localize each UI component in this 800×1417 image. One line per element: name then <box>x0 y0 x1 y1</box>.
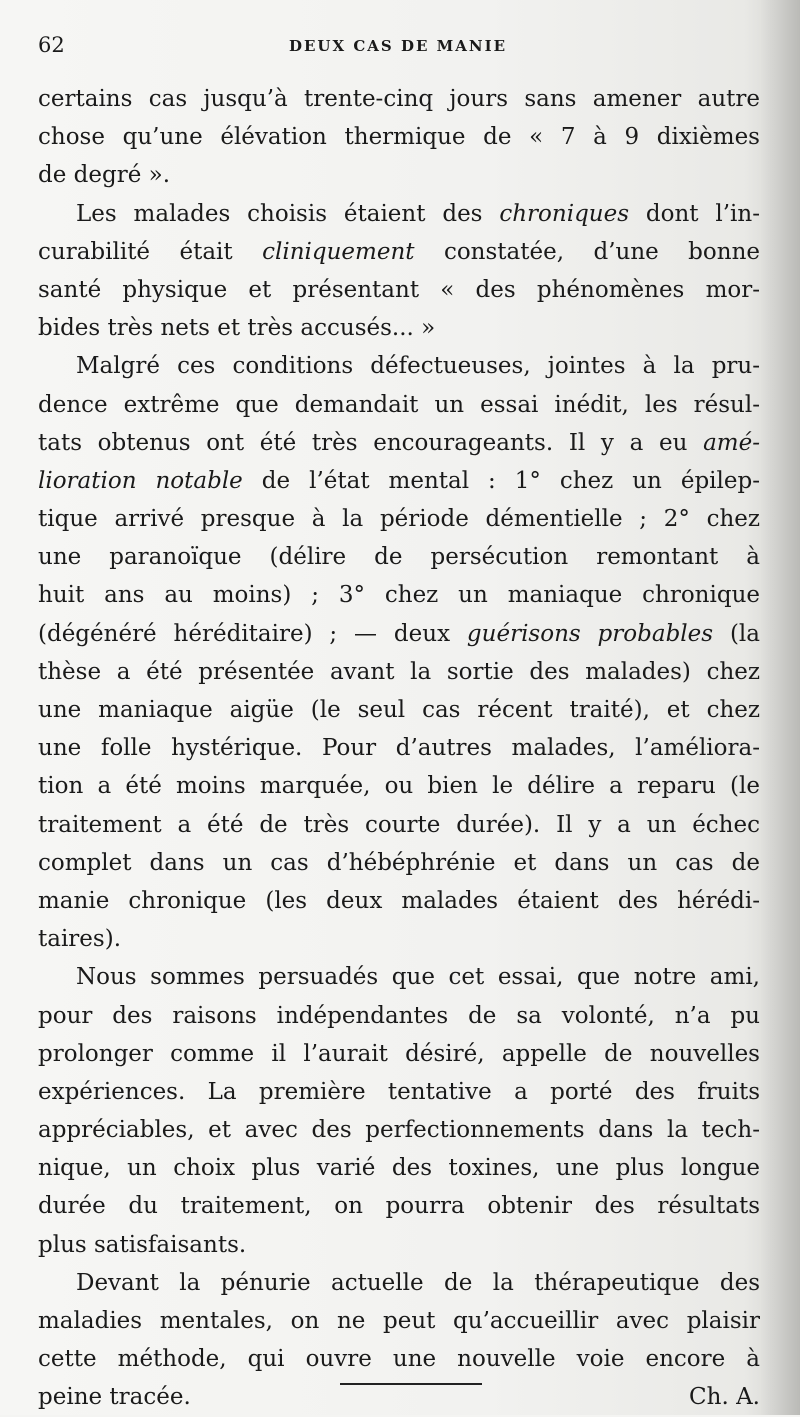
text-segment: (dégénéré héréditaire) ; — deux <box>38 620 467 647</box>
closing-rule <box>340 1383 482 1385</box>
text-line: plus satisfaisants. <box>38 1231 247 1258</box>
text-line <box>38 233 760 271</box>
text-line: chose qu’une élévation thermique de « 7 à 9 dixièmes <box>38 124 760 151</box>
italic-text: chroniques <box>499 200 630 227</box>
italic-text: amé- <box>703 429 760 456</box>
text-line: peine tracée. Ch. A. <box>38 1378 760 1416</box>
text-line: maladies mentales, on ne peut qu’accueillir avec plaisir <box>38 1308 760 1334</box>
text-line <box>38 424 760 462</box>
text-line: prolonger comme il l’aurait désiré, appelle de nouvelles <box>38 1040 760 1067</box>
text-segment: de l’état mental : 1° chez un épilep- <box>242 467 760 494</box>
text-line: pour des raisons indépendantes de sa volonté, n’a pu <box>38 1002 760 1029</box>
text-line: Devant la pénurie actuelle de la thérapeutique des <box>76 1269 760 1296</box>
text-line: taires). <box>38 926 122 953</box>
text-line: dence extrême que demandait un essai inédit, les résul- <box>38 391 760 418</box>
italic-text: cliniquement <box>262 238 415 265</box>
text-line: tique arrivé presque à la période démentielle ; 2° chez <box>38 506 760 533</box>
signature: Ch. A. <box>689 1384 760 1411</box>
text-line: une paranoïque (délire de persécution remontant à <box>38 544 760 571</box>
text-segment: curabilité était <box>38 238 263 265</box>
text-line: expériences. La première tentative a porté des fruits <box>38 1078 760 1105</box>
paragraph <box>38 347 760 958</box>
text-line: manie chronique (les deux malades étaient des hérédi- <box>38 887 760 914</box>
paragraph <box>38 195 760 348</box>
page-header <box>38 33 758 63</box>
text-line: bides très nets et très accusés... » <box>38 315 436 342</box>
text-segment: constatée, d’une bonne <box>414 238 760 265</box>
text-line: santé physique et présentant « des phénomènes mor- <box>38 276 760 303</box>
text-line: durée du traitement, on pourra obtenir des résultats <box>38 1193 760 1220</box>
text-line <box>38 462 760 500</box>
text-line: de degré ». <box>38 162 171 189</box>
text-segment: Les malades choisis étaient des <box>76 200 500 227</box>
text-line: Malgré ces conditions défectueuses, jointes à la pru- <box>76 353 760 380</box>
paragraph <box>38 1264 760 1417</box>
italic-text: guérisons probables <box>466 620 714 647</box>
text-line <box>38 195 760 233</box>
text-line: appréciables, et avec des perfectionnements dans la tech- <box>38 1117 760 1144</box>
paragraph <box>38 80 760 195</box>
text-line: traitement a été de très courte durée). Il y a un échec <box>38 811 760 838</box>
text-segment: dont l’in- <box>629 200 760 227</box>
text-line: tion a été moins marquée, ou bien le délire a reparu (le <box>38 773 760 800</box>
italic-text: lioration notable <box>38 467 243 494</box>
text-segment: tats obtenus ont été très encourageants. Il y a eu <box>38 429 704 456</box>
body-text <box>38 80 760 1417</box>
paragraph <box>38 958 760 1264</box>
running-title: DEUX CAS DE MANIE <box>288 37 508 55</box>
text-line: nique, un choix plus varié des toxines, une plus longue <box>38 1155 760 1182</box>
text-line: complet dans un cas d’hébéphrénie et dans un cas de <box>38 849 760 876</box>
page-edge-shadow <box>760 0 800 1415</box>
text-line: une folle hystérique. Pour d’autres malades, l’améliora- <box>38 735 760 762</box>
text-line: cette méthode, qui ouvre une nouvelle voie encore à <box>38 1346 760 1373</box>
text-line <box>38 615 760 653</box>
text-line: Nous sommes persuadés que cet essai, que notre ami, <box>76 964 760 991</box>
text-line: thèse a été présentée avant la sortie des malades) chez <box>38 658 760 685</box>
page-number: 62 <box>38 33 65 57</box>
text-segment: (la <box>713 620 760 647</box>
text-line: une maniaque aigüe (le seul cas récent traité), et chez <box>38 697 760 723</box>
text-line: certains cas jusqu’à trente-cinq jours sans amener autre <box>38 86 760 112</box>
text-line: huit ans au moins) ; 3° chez un maniaque chronique <box>38 582 760 609</box>
